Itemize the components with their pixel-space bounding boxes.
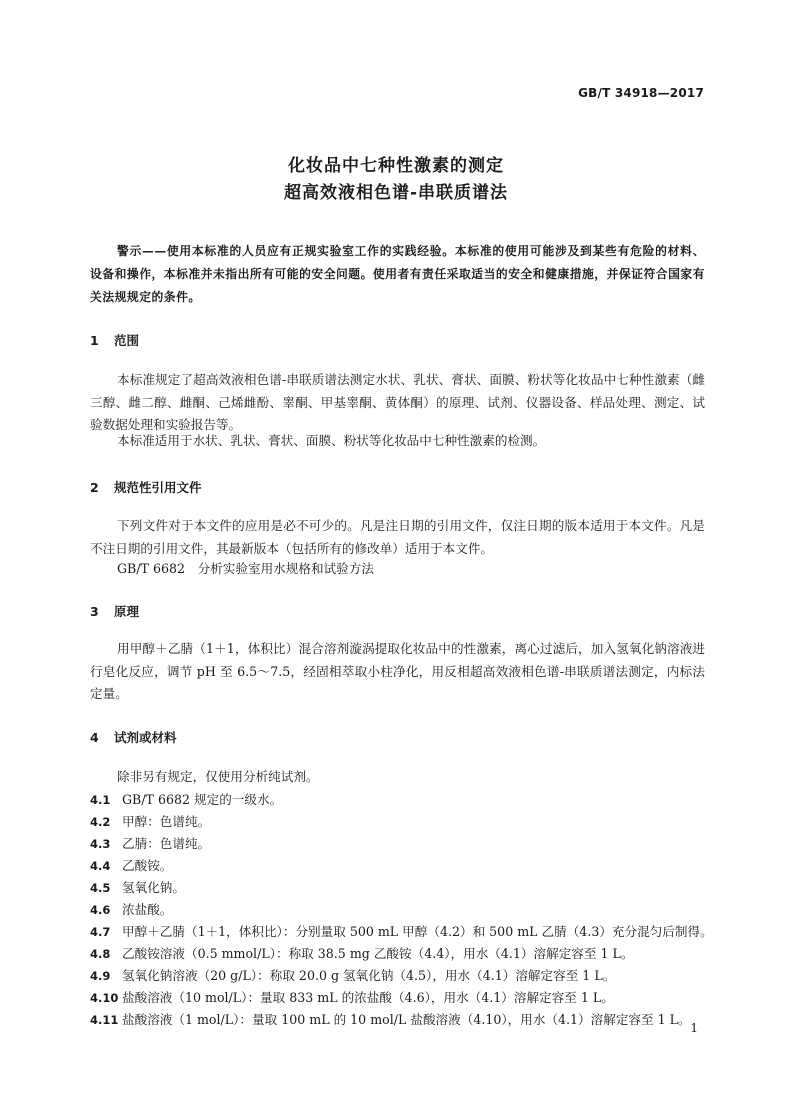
item-text: 氢氧化钠溶液（20 g/L）：称取 20.0 g 氢氧化钠（4.5），用水（4.1）溶解定容至 1 L。 [122,968,616,983]
item-text: 乙酸铵溶液（0.5 mmol/L）：称取 38.5 mg 乙酸铵（4.4），用水（4.1）溶解定容至 1 L。 [122,946,634,961]
item-text: GB/T 6682 规定的一级水。 [122,792,283,807]
section-4-title: 试剂或材料 [114,730,177,745]
page-number: 1 [690,1021,698,1035]
item-number: 4.11 [90,1013,119,1027]
list-item [90,789,710,808]
item-number: 4.3 [90,837,111,851]
section-2-title: 规范性引用文件 [114,480,202,495]
item-text: 乙酸铵。 [122,858,173,873]
list-item [90,965,710,984]
item-text: 甲醇＋乙腈（1＋1，体积比）：分别量取 500 mL 甲醇（4.2）和 500 mL 乙腈（4.3）充分混匀后制得。 [122,924,713,939]
standard-code: GB/T 34918—2017 [578,86,704,100]
item-number: 4.9 [90,969,111,983]
section-4-heading [90,728,177,746]
section-3-title: 原理 [114,604,140,619]
section-2-heading [90,478,202,496]
section-1-paragraph-1: 本标准规定了超高效液相色谱-串联质谱法测定水状、乳状、膏状、面膜、粉状等化妆品中七种性激素（雌三醇、雌二醇、雌酮、己烯雌酚、睾酮、甲基睾酮、黄体酮）的原理、试剂、仪器设备、样品处理、测定、试验数据处理和实验报告等。 [90,372,705,432]
section-1-number: 1 [90,333,99,348]
list-item [90,921,713,940]
item-text: 浓盐酸。 [122,902,173,917]
section-2-reference: GB/T 6682 分析实验室用水规格和试验方法 [117,561,374,576]
item-number: 4.1 [90,793,111,807]
section-2-number: 2 [90,480,99,495]
item-text: 氢氧化钠。 [122,880,185,895]
warning-paragraph: 警示——使用本标准的人员应有正规实验室工作的实践经验。本标准的使用可能涉及到某些有危险的材料、设备和操作，本标准并未指出所有可能的安全问题。使用者有责任采取适当的安全和健康措施，并保证符合国家有关法规规定的条件。 [90,244,705,304]
section-1-paragraph-2: 本标准适用于水状、乳状、膏状、面膜、粉状等化妆品中七种性激素的检测。 [117,433,546,448]
item-number: 4.8 [90,947,111,961]
section-3-heading [90,602,139,620]
list-item [90,833,710,852]
item-number: 4.2 [90,815,111,829]
section-4-intro: 除非另有规定，仅使用分析纯试剂。 [117,769,319,784]
item-number: 4.10 [90,991,119,1005]
document-title-line1: 化妆品中七种性激素的测定 [288,156,504,176]
item-number: 4.6 [90,903,111,917]
item-text: 盐酸溶液（1 mol/L）：量取 100 mL 的 10 mol/L 盐酸溶液（4.10），用水（4.1）溶解定容至 1 L。 [122,1012,691,1027]
list-item [90,1009,710,1028]
section-3-paragraph-1: 用甲醇＋乙腈（1＋1，体积比）混合溶剂漩涡提取化妆品中的性激素，离心过滤后，加入氢氧化钠溶液进行皂化反应，调节 pH 至 6.5～7.5，经固相萃取小柱净化，用反相超高效液相色谱-串联质谱法测定，内标法定量。 [90,641,705,701]
section-4-number: 4 [90,730,99,745]
list-item [90,987,710,1006]
item-text: 乙腈：色谱纯。 [122,836,211,851]
section-2-paragraph-1: 下列文件对于本文件的应用是必不可少的。凡是注日期的引用文件，仅注日期的版本适用于本文件。凡是不注日期的引用文件，其最新版本（包括所有的修改单）适用于本文件。 [90,518,705,556]
section-1-heading [90,331,139,349]
section-1-title: 范围 [114,333,140,348]
document-title-line2: 超高效液相色谱-串联质谱法 [283,183,509,203]
item-text: 盐酸溶液（10 mol/L）：量取 833 mL 的浓盐酸（4.6），用水（4.1）溶解定容至 1 L。 [122,990,614,1005]
item-number: 4.5 [90,881,111,895]
list-item [90,877,710,896]
list-item [90,943,710,962]
item-text: 甲醇：色谱纯。 [122,814,211,829]
list-item [90,855,710,874]
list-item [90,811,710,830]
section-3-number: 3 [90,604,99,619]
list-item [90,899,710,918]
item-number: 4.4 [90,859,111,873]
item-number: 4.7 [90,925,111,939]
